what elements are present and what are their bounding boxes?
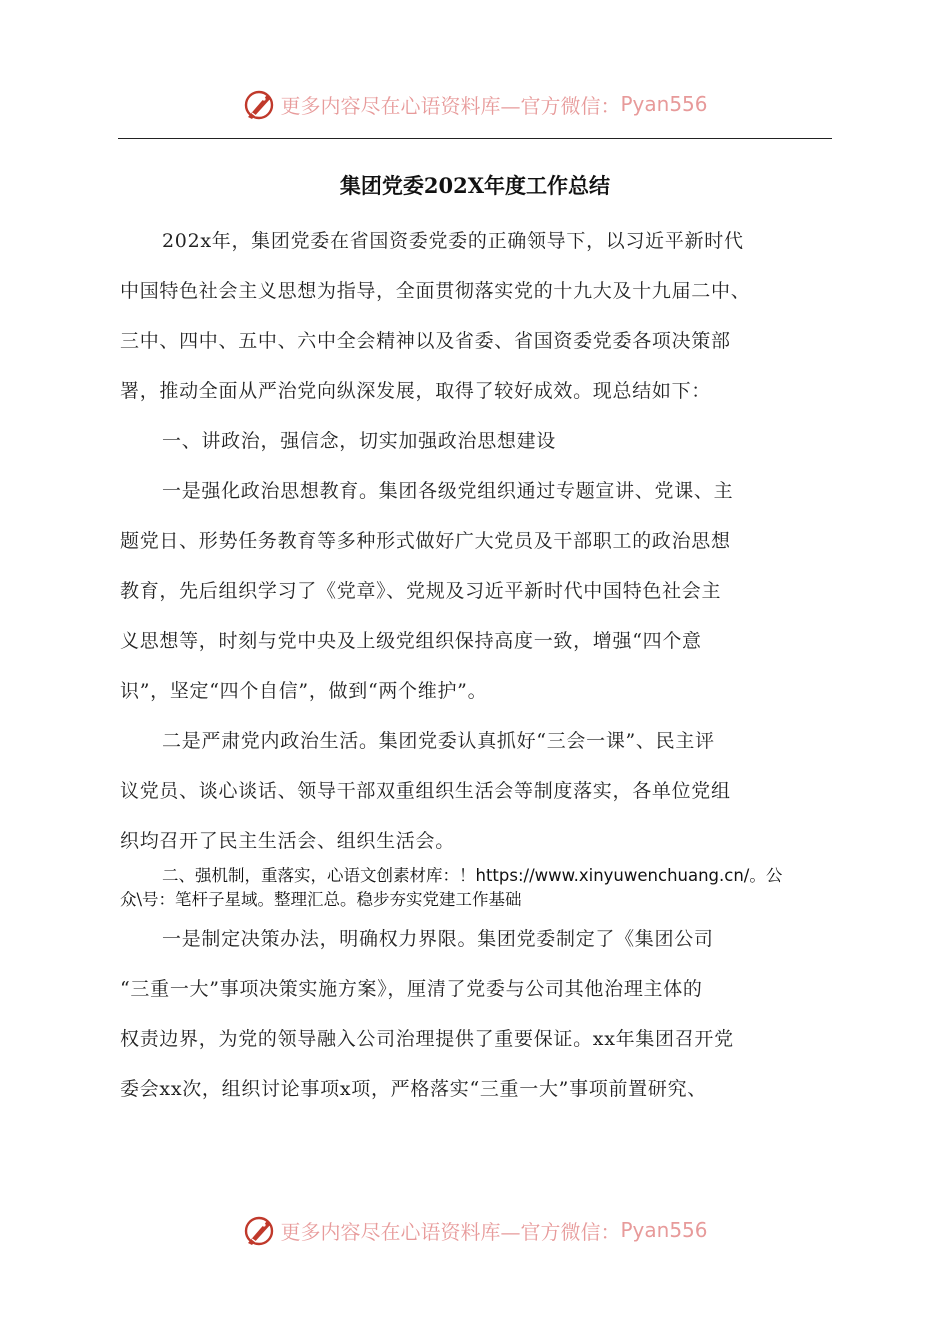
banner-text: 更多内容尽在心语资料库—官方微信：	[280, 1219, 621, 1244]
body-line: 题党日、形势任务教育等多种形式做好广大党员及干部职工的政治思想	[120, 530, 731, 552]
body-line: 权责边界，为党的领导融入公司治理提供了重要保证。xx年集团召开党	[120, 1028, 734, 1050]
document-title: 集团党委202X年度工作总结	[339, 173, 611, 198]
body-line: 教育，先后组织学习了《党章》、党规及习近平新时代中国特色社会主	[120, 580, 722, 602]
pen-nib-circle-logo-icon	[242, 1213, 276, 1247]
body-line: 识”，坚定“四个自信”，做到“两个维护”。	[120, 680, 488, 702]
inserted-text-end: 。公	[749, 866, 783, 885]
footer-banner	[0, 1210, 950, 1250]
body-line: 署，推动全面从严治党向纵深发展，取得了较好成效。现总结如下：	[120, 380, 712, 402]
banner-wechat-id: Pyan556	[620, 92, 708, 116]
body-line: 二是严肃党内政治生活。集团党委认真抓好“三会一课”、民主评	[162, 730, 715, 752]
banner-text: 更多内容尽在心语资料库—官方微信：	[280, 93, 621, 118]
header-banner	[0, 84, 950, 124]
header-divider	[118, 138, 832, 139]
section-heading: 一、讲政治，强信念，切实加强政治思想建设	[162, 430, 557, 452]
section-heading-inserted-line2: 众\号：笔杆子星域。整理汇总。稳步夯实党建工作基础	[120, 890, 522, 909]
body-line: 委会xx次，组织讨论事项x项，严格落实“三重一大”事项前置研究、	[120, 1078, 707, 1100]
body-line: 义思想等，时刻与党中央及上级党组织保持高度一致，增强“四个意	[120, 630, 702, 652]
inserted-text: 二、强机制，重落实，心语文创素材库：！	[162, 866, 476, 885]
body-line: 中国特色社会主义思想为指导，全面贯彻落实党的十九大及十九届二中、	[120, 280, 751, 302]
resource-url-link[interactable]: https://www.xinyuwenchuang.cn/	[475, 866, 750, 885]
body-line: 一是制定决策办法，明确权力界限。集团党委制定了《集团公司	[162, 928, 714, 950]
body-line: 一是强化政治思想教育。集团各级党组织通过专题宣讲、党课、主	[162, 480, 734, 502]
pen-nib-circle-logo-icon	[242, 87, 276, 121]
section-heading-inserted	[162, 862, 782, 886]
body-line: 202x年，集团党委在省国资委党委的正确领导下，以习近平新时代	[162, 230, 744, 252]
body-line: “三重一大”事项决策实施方案》，厘清了党委与公司其他治理主体的	[120, 978, 703, 1000]
body-line: 议党员、谈心谈话、领导干部双重组织生活会等制度落实，各单位党组	[120, 780, 731, 802]
banner-wechat-id: Pyan556	[620, 1218, 708, 1242]
body-line: 织均召开了民主生活会、组织生活会。	[120, 830, 455, 852]
body-line: 三中、四中、五中、六中全会精神以及省委、省国资委党委各项决策部	[120, 330, 731, 352]
